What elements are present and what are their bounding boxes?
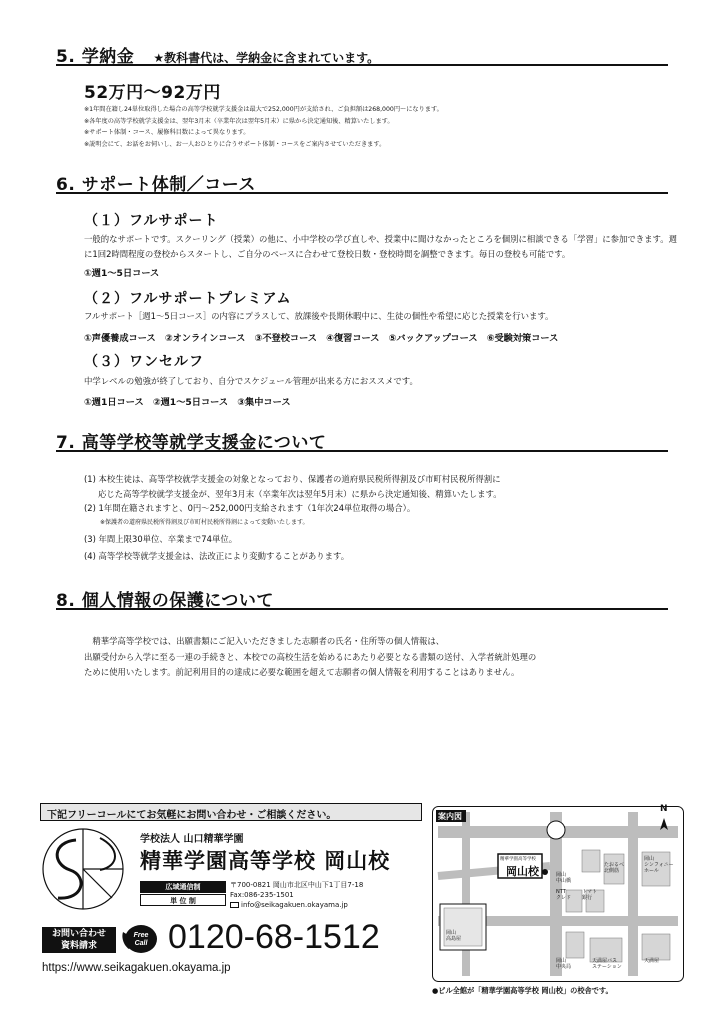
section-8-title: 8. 個人情報の保護について (56, 591, 274, 611)
section-5-title: 5. 学納金 (56, 47, 135, 67)
premium-courses: ①声優養成コース ②オンラインコース ③不登校コース ④復習コース ⑤バックアップコース ⑥受験対策コース (84, 333, 559, 344)
privacy-line: 精華学高等学校では、出願書類にご記入いただきました志願者の氏名・住所等の個人情報は、 (84, 636, 445, 646)
tuition-note: ※サポート体制・コース、履修科目数によって異なります。 (84, 129, 250, 136)
section-7-title: 7. 高等学校等就学支援金について (56, 433, 327, 453)
section-5-header (56, 42, 668, 66)
credit-system-label: 単 位 制 (140, 894, 226, 906)
tuition-note: ※各年度の高等学校就学支援金は、翌年3月末（卒業年次は翌年5月末）に県から決定通知後、精算いたします。 (84, 117, 394, 125)
phone-number[interactable]: 0120-68-1512 (168, 918, 380, 956)
email-line (230, 900, 363, 910)
tuition-note: ※1年間在籍し24単位取得した場合の高等学校就学支援金は最大で252,000円が支給され、ご負担額は268,000円〜になります。 (84, 106, 443, 113)
full-support-courses: ①週1〜5日コース (84, 268, 160, 279)
map-label-takashimaya: 岡山 高島屋 (446, 930, 462, 942)
support-item-1-cont: 応じた高等学校就学支援金が、翌年3月末（卒業年次は翌年5月末）に県から決定通知後、精算いたします。 (98, 488, 502, 499)
inquiry-badge (42, 927, 116, 953)
map-title: 案内図 (438, 812, 462, 821)
brochure-label: 資料請求 (60, 941, 97, 951)
postal-address: 〒700-0821 岡山市北区中山下1丁目7-18 (230, 881, 364, 889)
compass-icon: N (660, 804, 668, 814)
support-item-2-note: ※保護者の道府県民税所得割及び市町村民税所得割によって変動いたします。 (100, 518, 309, 526)
map-label-tenmaya: 天満屋 (644, 958, 660, 964)
svg-text:Call: Call (134, 940, 148, 947)
map-school-label: 岡山校 (506, 865, 539, 878)
one-self-title: （３）ワンセルフ (84, 354, 204, 370)
website-link[interactable]: https://www.seikagakuen.okayama.jp (42, 962, 231, 974)
map-label-okayama-chuo: 岡山 中央局 (556, 958, 572, 970)
section-6-header (56, 170, 668, 194)
map-label-tamazuke: たおるべ 北側筋 (604, 862, 625, 874)
map-note: ●ビル全館が「精華学園高等学校 岡山校」の校舎です。 (432, 986, 613, 995)
school-corporation: 学校法人 山口精華学園 (140, 834, 244, 845)
map-label-tomato: トマト 銀行 (582, 889, 598, 901)
email-address[interactable]: info@seikagakuen.okayama.jp (241, 901, 348, 909)
full-support-text: 一般的なサポートです。スクーリング（授業）の他に、小中学校の学び直しや、授業中に聞けなかったところを個別に相談できる「学習」に参加できます。週に1回2時間程度の登校からスタートし、ご自分のペースに合わせて登校日数・登校時間を調整できます。毎日の登校も可能です。 (84, 234, 677, 259)
map-label-ntt: NTT クレド (556, 889, 572, 901)
map-school-small-label: 精華学園高等学校 (500, 857, 536, 862)
privacy-line: ために使用いたします。前記利用目的の達成に必要な範囲を超えて志願者の個人情報を利用することはありません。 (84, 667, 520, 677)
privacy-text (84, 634, 664, 681)
contact-header: 下記フリーコールにてお気軽にお問い合わせ・ご相談ください。 (40, 803, 422, 821)
support-item-4: (4) 高等学校等就学支援金は、法改正により変動することがあります。 (84, 551, 350, 561)
school-name: 精華学園高等学校 岡山校 (140, 849, 391, 873)
tuition-note: ※説明会にて、お話をお伺いし、お一人おひとりに合うサポート体制・コースをご案内させていただきます。 (84, 140, 386, 148)
map-label-tenmaya-bus: 天満屋バス ステーション (592, 958, 622, 970)
map-label-nakayama: 岡山 中山橋 (556, 872, 572, 884)
privacy-line: 出願受付から入学に至る一連の手続きと、本校での高校生活を始めるにあたり必要となる書類の送付、入学者統計処理の (84, 651, 537, 662)
tuition-notes (84, 104, 664, 150)
section-6-title: 6. サポート体制／コース (56, 175, 256, 195)
fax-number: Fax:086-235-1501 (230, 891, 294, 899)
one-self-courses: ①週1日コース ②週1〜5日コース ③集中コース (84, 397, 291, 408)
map-label-symphony: 岡山 シンフォニー ホール (644, 856, 674, 874)
course-type-label: 広域通信制 (140, 881, 226, 893)
svg-text:Free: Free (133, 932, 149, 939)
support-item-3: (3) 年間上限30単位、卒業まで74単位。 (84, 533, 238, 544)
school-address (230, 880, 363, 910)
support-item-2: (2) 1年間在籍されますと、0円〜252,000円支給されます（1年次24単位取得の場合）。 (84, 503, 416, 513)
tuition-range: 52万円〜92万円 (84, 83, 221, 103)
section-8-header (56, 586, 668, 610)
support-fund-list (84, 472, 684, 564)
inquiry-label: お問い合わせ (51, 929, 106, 939)
section-7-header (56, 428, 668, 452)
support-item-1: (1) 本校生徒は、高等学校就学支援金の対象となっており、保護者の道府県民税所得割及び市町村民税所得割に (84, 474, 501, 484)
mail-icon (230, 902, 239, 908)
one-self-text: 中学レベルの勉強が終了しており、自分でスケジュール管理が出来る方におススメです。 (84, 376, 418, 386)
full-support-title: （１）フルサポート (84, 213, 219, 229)
premium-text: フルサポート［週1〜5日コース］の内容にプラスして、放課後や長期休暇中に、生徒の個性や希望に応じた授業を行います。 (84, 311, 554, 321)
textbook-note: ★教科書代は、学納金に含まれています。 (153, 51, 380, 65)
premium-title: （２）フルサポートプレミアム (84, 291, 292, 307)
school-logo (40, 826, 126, 912)
free-call-icon (120, 922, 158, 956)
